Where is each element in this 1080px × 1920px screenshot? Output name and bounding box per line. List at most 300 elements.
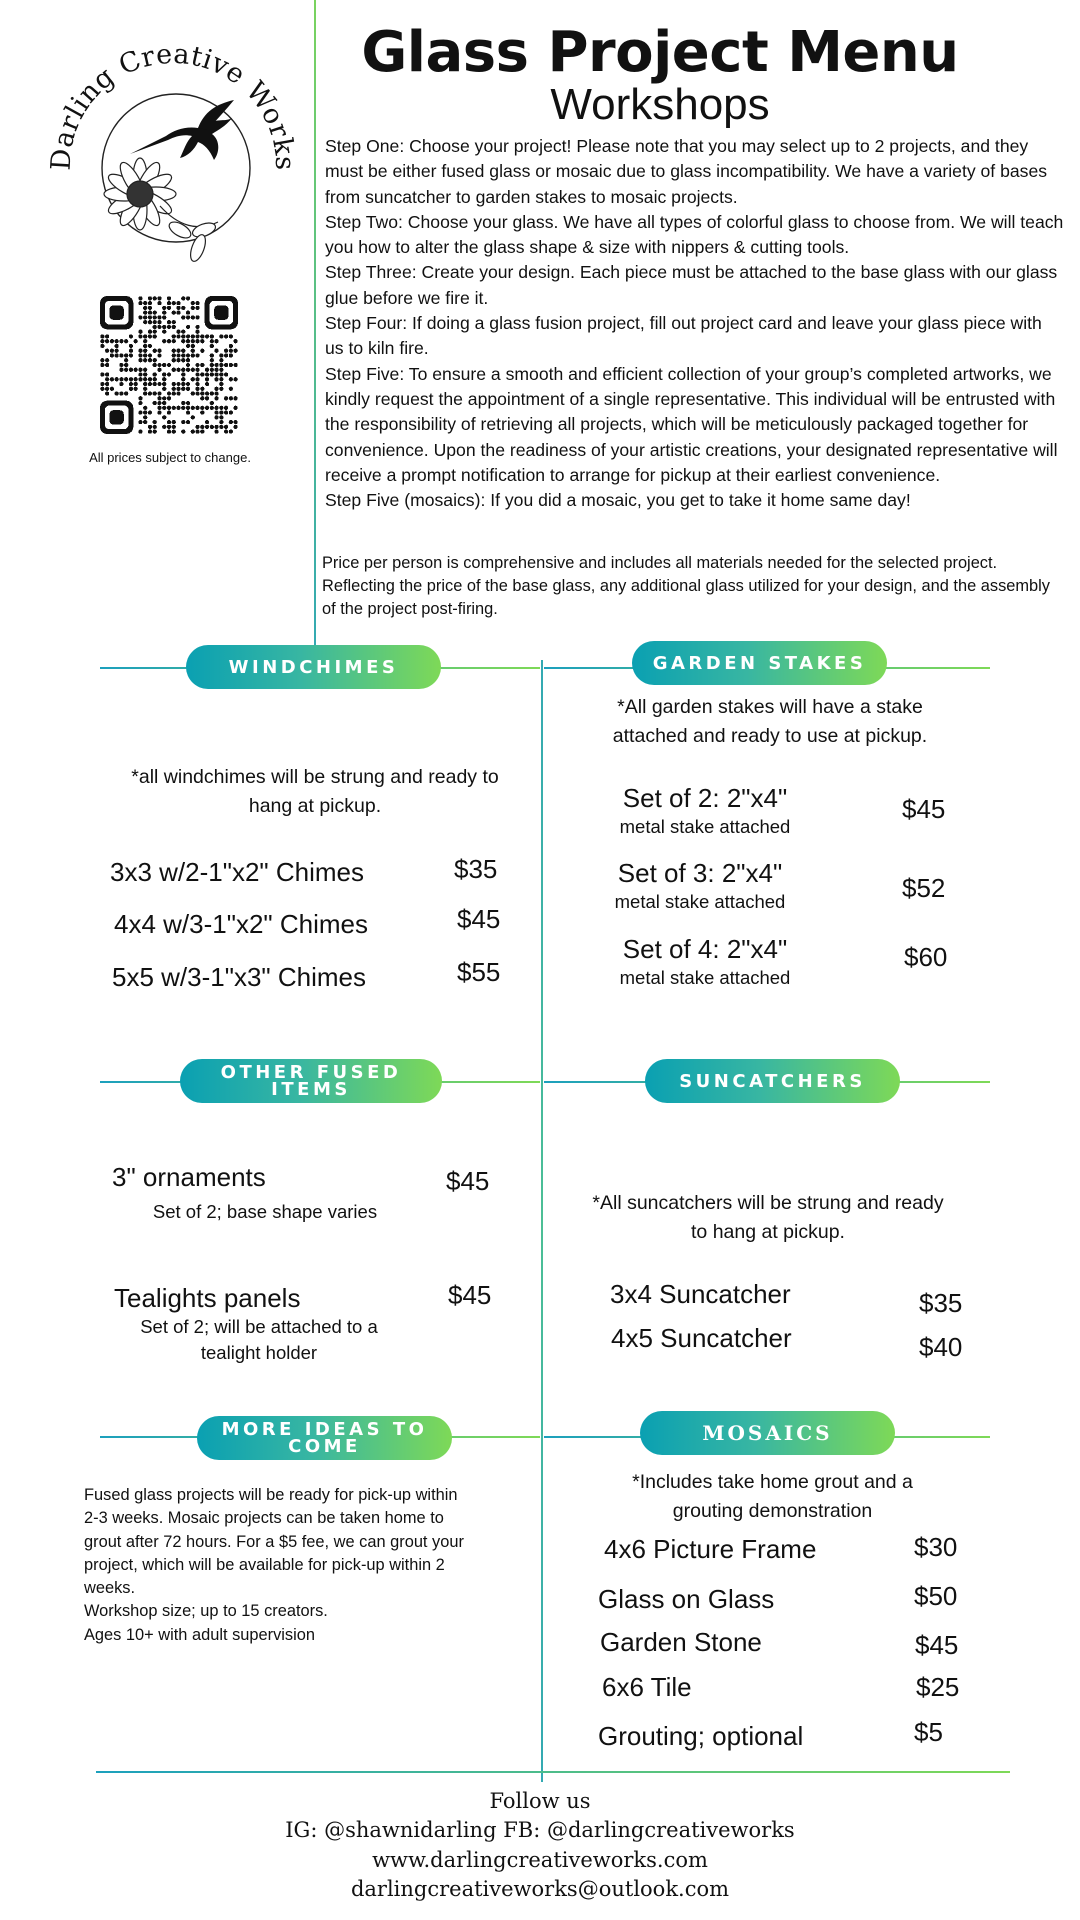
qr-module [210,401,214,405]
qr-module [143,339,147,343]
qr-module [129,344,133,348]
qr-module [153,429,157,433]
qr-module [224,396,228,400]
qr-module [224,429,228,433]
qr-module [143,315,147,319]
qr-module [219,363,223,367]
qr-module [172,320,176,324]
qr-module [143,420,147,424]
qr-module [205,382,209,386]
other-fused-header [180,1059,442,1103]
qr-module [172,353,176,357]
qr-module [143,391,147,395]
workshop-info-size: Workshop size; up to 15 creators. [84,1602,328,1621]
qr-module [200,391,204,395]
qr-module [138,358,142,362]
qr-module [157,325,161,329]
qr-module [229,349,233,353]
qr-module [176,353,180,357]
qr-module [162,306,166,310]
qr-module [148,315,152,319]
qr-module [172,339,176,343]
windchime-item-name: 3x3 w/2-1"x2" Chimes [110,857,364,887]
qr-module [191,353,195,357]
qr-module [224,363,228,367]
qr-module [191,377,195,381]
qr-module [195,377,199,381]
qr-module [172,325,176,329]
garden-stake-item-name: Set of 2: 2"x4" [622,783,788,813]
qr-module [181,387,185,391]
qr-module [229,353,233,357]
qr-module [186,325,190,329]
qr-module [210,368,214,372]
workshop-info [84,1484,464,1647]
qr-module [148,301,152,305]
qr-module [205,377,209,381]
qr-module [195,391,199,395]
qr-module [195,339,199,343]
more-ideas-label-line1: MORE IDEAS TO [221,1419,428,1440]
mosaic-item-name: Glass on Glass [598,1584,775,1614]
qr-module [181,420,185,424]
garden-stake-item-price: $60 [904,942,948,972]
qr-module [167,406,171,410]
qr-module [129,387,133,391]
mosaic-item-name: 4x6 Picture Frame [604,1534,817,1564]
garden-stake-item-sub: metal stake attached [619,816,791,837]
qr-module [119,339,123,343]
qr-module [148,353,152,357]
qr-module [219,334,223,338]
qr-module [181,349,185,353]
sunflower-icon [104,158,218,263]
garden-stakes-label: GARDEN STAKES [652,652,867,674]
mosaic-item-price: $5 [914,1717,943,1747]
qr-module [195,325,199,329]
qr-module [229,396,233,400]
qr-module [153,325,157,329]
qr-module [115,391,119,395]
qr-module [143,301,147,305]
qr-module [157,410,161,414]
qr-module [200,425,204,429]
qr-module [124,368,128,372]
qr-module [210,334,214,338]
workshop-info-ages: Ages 10+ with adult supervision [84,1625,315,1644]
qr-module [214,349,218,353]
qr-module [134,339,138,343]
qr-module [153,420,157,424]
other-fused-item-sub: Set of 2; will be attached to a tealight holder [140,1316,378,1363]
qr-module [195,372,199,376]
qr-module [110,339,114,343]
qr-module [143,382,147,386]
qr-module [224,425,228,429]
qr-module [162,387,166,391]
mosaic-item-name: Grouting; optional [598,1721,804,1751]
qr-module [153,391,157,395]
qr-module [100,372,104,376]
qr-module [157,301,161,305]
step-five-mosaics: Step Five (mosaics): If you did a mosaic, you get to take it home same day! [325,490,911,511]
qr-module [205,420,209,424]
qr-module [153,401,157,405]
qr-module [195,353,199,357]
qr-module [153,334,157,338]
qr-module [162,325,166,329]
qr-module [134,368,138,372]
qr-module [157,296,161,300]
qr-module [186,382,190,386]
qr-module [134,377,138,381]
qr-module [105,391,109,395]
hummingbird-icon [130,100,234,160]
qr-module [214,429,218,433]
qr-module [157,349,161,353]
qr-module [181,306,185,310]
qr-module [200,406,204,410]
qr-module [105,382,109,386]
qr-module [205,334,209,338]
qr-module [153,349,157,353]
qr-module [138,330,142,334]
qr-module [214,406,218,410]
qr-code[interactable] [100,296,238,434]
qr-module [191,368,195,372]
garden-stake-item-name: Set of 3: 2"x4" [617,858,783,888]
windchime-item-price: $45 [457,904,501,934]
qr-module [191,344,195,348]
qr-module [153,377,157,381]
qr-module [214,410,218,414]
steps-list [325,134,1065,513]
qr-module [129,377,133,381]
qr-module [219,377,223,381]
qr-module [119,368,123,372]
mosaic-item-name: 6x6 Tile [602,1672,692,1702]
qr-module [219,353,223,357]
qr-module [186,420,190,424]
qr-module [167,429,171,433]
suncatchers-label: SUNCATCHERS [679,1070,866,1092]
qr-module [181,339,185,343]
qr-module [214,339,218,343]
qr-module [219,420,223,424]
qr-module [200,334,204,338]
qr-module [181,330,185,334]
footer-follow: Follow us [489,1789,591,1813]
qr-module [233,339,237,343]
qr-module [143,334,147,338]
qr-module [138,377,142,381]
qr-module [181,296,185,300]
qr-module [153,330,157,334]
qr-module [200,396,204,400]
garden-stakes-note: *All garden stakes will have a stake attached and ready to use at pickup. [612,696,928,747]
qr-module [186,401,190,405]
qr-module [129,334,133,338]
divider-vertical-center [541,660,543,1782]
qr-module [229,410,233,414]
qr-module [195,330,199,334]
qr-module [224,406,228,410]
qr-module [195,368,199,372]
footer-website[interactable]: www.darlingcreativeworks.com [372,1848,708,1872]
qr-module [176,334,180,338]
garden-stake-item [580,934,830,991]
qr-module [186,368,190,372]
qr-module [172,391,176,395]
qr-module [138,420,142,424]
footer-email[interactable]: darlingcreativeworks@outlook.com [350,1877,730,1901]
qr-module [176,349,180,353]
qr-module [148,410,152,414]
qr-module [167,396,171,400]
qr-module [157,320,161,324]
qr-module [100,387,104,391]
qr-module [172,429,176,433]
qr-module [129,368,133,372]
qr-module [124,358,128,362]
qr-module [229,387,233,391]
divider-footer [96,1771,1010,1773]
svg-text:Darling Creative Works [48,39,298,172]
qr-module [205,425,209,429]
garden-stake-item [580,783,830,840]
qr-module [153,372,157,376]
qr-module [100,344,104,348]
qr-module [124,377,128,381]
qr-module [148,306,152,310]
qr-module [181,377,185,381]
qr-module [157,368,161,372]
qr-module [191,349,195,353]
garden-stake-item [575,858,825,915]
qr-module [138,396,142,400]
mosaic-item-price: $50 [914,1581,958,1611]
qr-module [176,330,180,334]
step-five: Step Five: To ensure a smooth and efficient collection of your group’s completed artworks, we kindly request the appointment of a single representative. This individual will be entrusted with the responsibility of retrieving all projects, which will be meticulously packaged together for convenience. Upon the readiness of your artistic creations, your designated representative will receive a prompt notification to arrange for pickup at their earliest convenience. [325,363,1058,485]
qr-module [191,391,195,395]
qr-module [181,429,185,433]
qr-module [229,429,233,433]
qr-module [210,363,214,367]
qr-module [191,334,195,338]
windchime-item-price: $35 [454,854,498,884]
qr-module [200,363,204,367]
qr-module [138,410,142,414]
qr-module [115,339,119,343]
qr-module [167,301,171,305]
qr-module [186,334,190,338]
qr-module [148,334,152,338]
qr-module [143,368,147,372]
other-fused-item-name: Tealights panels [114,1283,301,1313]
qr-module [153,311,157,315]
qr-module [195,315,199,319]
qr-module [105,349,109,353]
qr-module [167,306,171,310]
qr-module [100,382,104,386]
qr-module [110,387,114,391]
qr-module [229,344,233,348]
qr-module [186,344,190,348]
qr-module [119,382,123,386]
qr-module [195,387,199,391]
qr-module [200,429,204,433]
qr-module [148,330,152,334]
mosaic-item-price: $30 [914,1532,958,1562]
qr-module [167,339,171,343]
qr-module [214,387,218,391]
qr-module [100,358,104,362]
qr-module [219,358,223,362]
qr-module [105,334,109,338]
qr-module [119,353,123,357]
step-four: Step Four: If doing a glass fusion project, fill out project card and leave your glass piece with us to kiln fire. [325,313,1042,359]
windchime-item-price: $55 [457,957,501,987]
qr-module [153,358,157,362]
other-fused-label-line2: ITEMS [271,1079,351,1100]
qr-module [181,353,185,357]
qr-module [167,391,171,395]
qr-module [186,315,190,319]
qr-module [186,296,190,300]
qr-module [191,429,195,433]
qr-module [162,315,166,319]
qr-module [119,391,123,395]
qr-module [181,368,185,372]
qr-module [167,410,171,414]
qr-module [233,363,237,367]
qr-module [176,306,180,310]
qr-module [172,334,176,338]
qr-module [205,406,209,410]
qr-module [119,363,123,367]
garden-stake-item-sub: metal stake attached [619,967,791,988]
qr-module [143,311,147,315]
qr-module [210,344,214,348]
qr-module [148,358,152,362]
qr-module [219,425,223,429]
qr-module [162,377,166,381]
qr-module [124,363,128,367]
qr-module [138,334,142,338]
qr-module [229,334,233,338]
qr-module [210,339,214,343]
qr-module [124,339,128,343]
qr-module [172,387,176,391]
qr-module [143,377,147,381]
garden-stake-item-price: $52 [902,873,946,903]
other-fused-item-name: 3" ornaments [112,1162,266,1192]
qr-module [129,349,133,353]
qr-module [210,353,214,357]
qr-module [129,382,133,386]
qr-module [100,363,104,367]
qr-module [210,406,214,410]
qr-module [214,396,218,400]
qr-module [105,339,109,343]
qr-module [157,391,161,395]
windchime-item-name: 5x5 w/3-1"x3" Chimes [112,962,366,992]
footer-social[interactable]: IG: @shawnidarling FB: @darlingcreativeworks [285,1818,795,1842]
qr-module [224,349,228,353]
qr-module [105,377,109,381]
qr-module [200,349,204,353]
qr-module [157,315,161,319]
qr-module [110,349,114,353]
qr-module [181,372,185,376]
qr-module [162,415,166,419]
page-subtitle: Workshops [550,80,770,129]
qr-module [110,353,114,357]
qr-module [224,410,228,414]
qr-module [210,425,214,429]
qr-module [191,315,195,319]
qr-module [138,429,142,433]
qr-module [172,368,176,372]
suncatcher-item-price: $35 [919,1288,963,1318]
qr-module [153,296,157,300]
qr-module [224,372,228,376]
logo-text: Darling Creative Works [48,38,298,172]
qr-module [148,311,152,315]
mosaic-item-price: $45 [915,1630,959,1660]
qr-module [148,344,152,348]
qr-module [186,311,190,315]
qr-module [219,406,223,410]
qr-module [129,353,133,357]
qr-module [181,401,185,405]
qr-module [105,358,109,362]
windchimes-header [186,645,441,689]
qr-module [157,406,161,410]
qr-module [167,420,171,424]
qr-module [210,391,214,395]
page-title: Glass Project Menu [361,20,959,85]
qr-module [162,311,166,315]
qr-module [186,406,190,410]
qr-module [214,363,218,367]
suncatchers-header [645,1059,900,1103]
qr-module [176,311,180,315]
qr-module [167,296,171,300]
qr-module [162,406,166,410]
qr-module [138,368,142,372]
qr-module [157,401,161,405]
qr-module [200,410,204,414]
qr-module [148,429,152,433]
more-ideas-header [197,1416,452,1460]
qr-module [124,391,128,395]
qr-module [229,377,233,381]
qr-module [138,296,142,300]
qr-module [162,330,166,334]
qr-module [219,372,223,376]
qr-module [167,425,171,429]
qr-module [172,406,176,410]
qr-module [138,349,142,353]
qr-module [162,382,166,386]
qr-module [219,382,223,386]
qr-module [148,377,152,381]
qr-module [233,406,237,410]
qr-module [176,391,180,395]
mosaic-item-name: Garden Stone [600,1627,762,1657]
qr-module [162,401,166,405]
